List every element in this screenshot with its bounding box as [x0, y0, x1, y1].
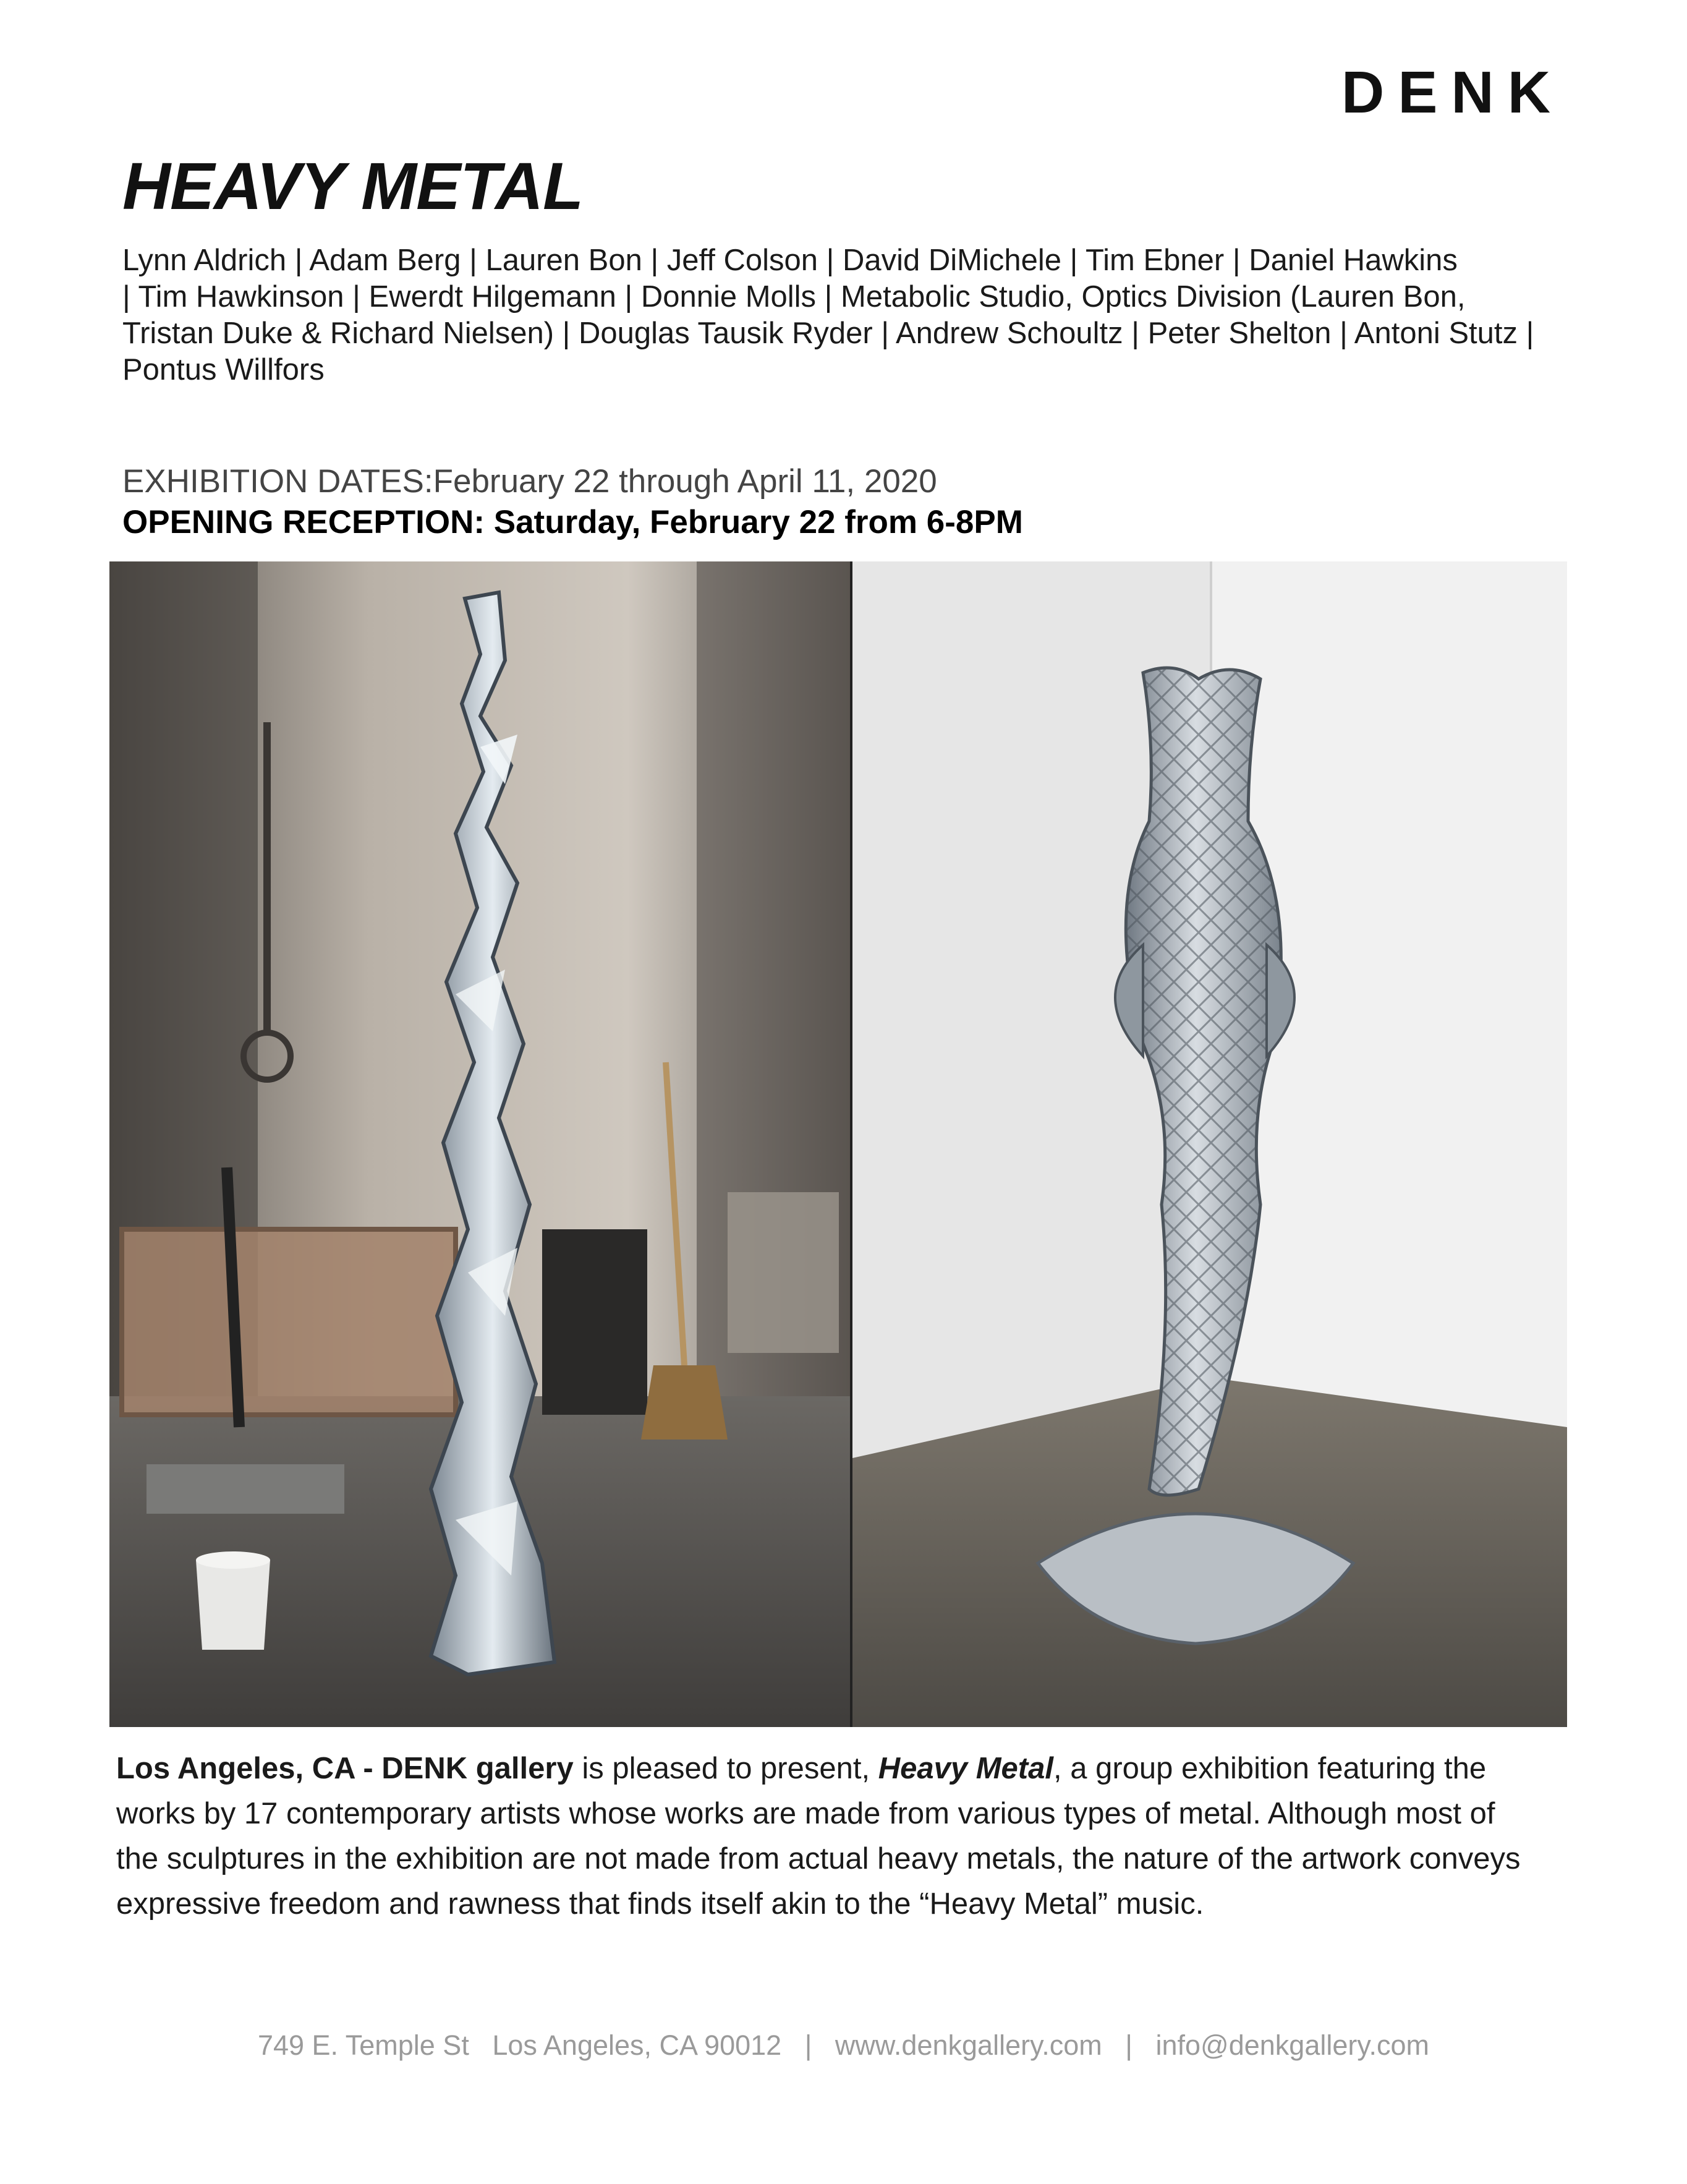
exhibition-title: HEAVY METAL — [122, 148, 584, 223]
artist-list-line: Lynn Aldrich | Adam Berg | Lauren Bon | Jeff Colson | David DiMichele | Tim Ebner | Daniel Hawkins — [122, 244, 1458, 277]
body-line: expressive freedom and rawness that finds itself akin to the “Heavy Metal” music. — [116, 1887, 1204, 1921]
mermaid-sculpture-photo — [852, 561, 1567, 1727]
footer-contact — [0, 2029, 1687, 2062]
artist-list-line: | Tim Hawkinson | Ewerdt Hilgemann | Donnie Molls | Metabolic Studio, Optics Division (Lauren Bon, — [122, 280, 1466, 314]
body-text-segment: , a group exhibition featuring the — [1053, 1752, 1487, 1785]
press-release-body — [116, 1746, 1563, 1927]
body-line: the sculptures in the exhibition are not made from actual heavy metals, the nature of the artwork conveys — [116, 1842, 1521, 1875]
footer-separator: | — [781, 2029, 835, 2061]
footer-website[interactable]: www.denkgallery.com — [835, 2029, 1102, 2061]
footer-separator: | — [1102, 2029, 1156, 2061]
footer-address: 749 E. Temple St Los Angeles, CA 90012 — [257, 2029, 782, 2061]
artist-list-line: Tristan Duke & Richard Nielsen) | Douglas Tausik Ryder | Andrew Schoultz | Peter Shelton | Antoni Stutz | — [122, 317, 1534, 350]
body-lead: Los Angeles, CA - DENK gallery — [116, 1752, 574, 1785]
exhibition-dates: EXHIBITION DATES:February 22 through April 11, 2020 — [122, 463, 937, 500]
studio-sculpture-photo — [109, 561, 850, 1727]
body-text-segment: is pleased to present, — [573, 1752, 878, 1785]
artist-list — [122, 242, 1569, 388]
body-line: works by 17 contemporary artists whose works are made from various types of metal. Although most of — [116, 1797, 1495, 1830]
sculpture-photos — [109, 561, 1567, 1727]
gallery-logo: DENK — [1341, 59, 1565, 126]
body-line — [116, 1746, 1563, 1791]
footer-email[interactable]: info@denkgallery.com — [1155, 2029, 1430, 2061]
body-exhibition-title: Heavy Metal — [878, 1752, 1053, 1785]
opening-reception: OPENING RECEPTION: Saturday, February 22 from 6-8PM — [122, 504, 1023, 540]
artist-list-line: Pontus Willfors — [122, 353, 325, 386]
